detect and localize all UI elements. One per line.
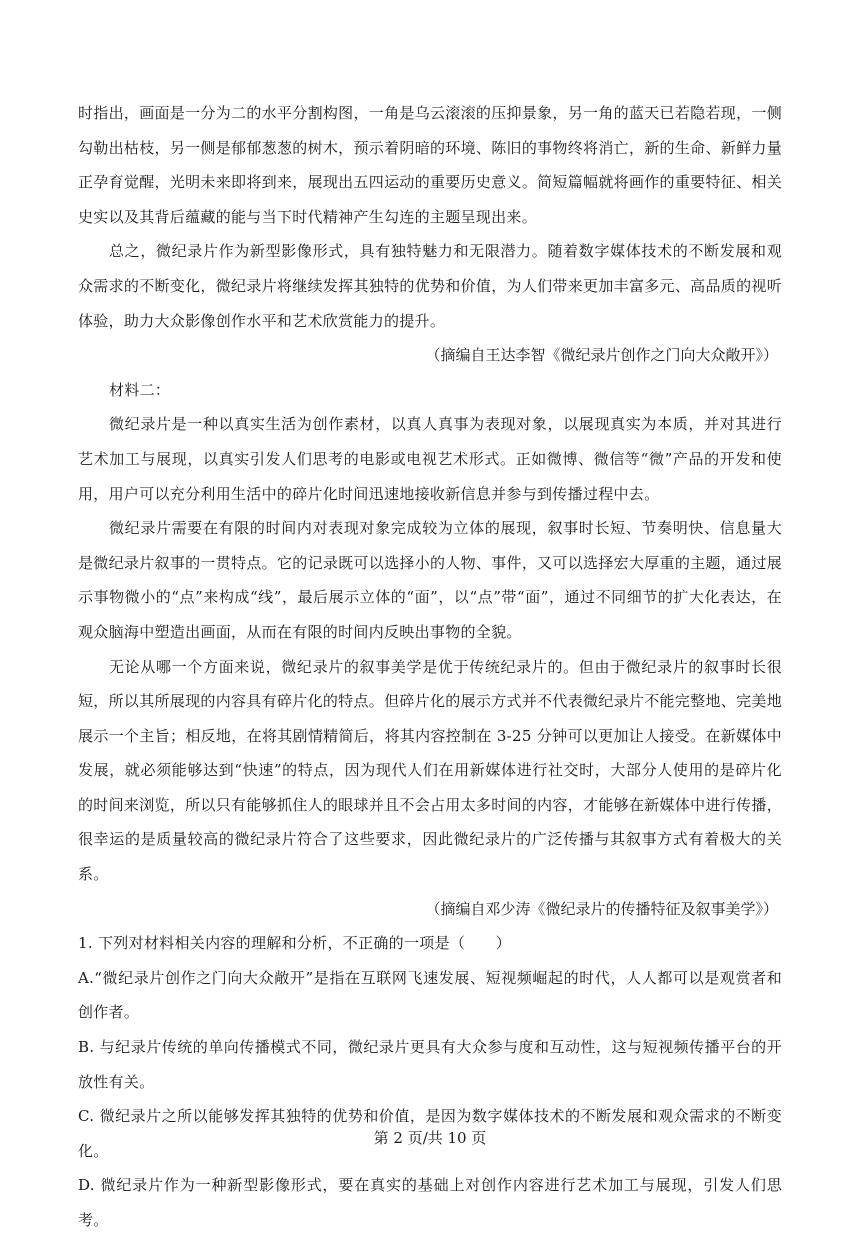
source-citation-2: （摘编自邓少涛《微纪录片的传播特征及叙事美学》） xyxy=(425,899,778,918)
paragraph-narrative-features: 微纪录片需要在有限的时间内对表现对象完成较为立体的展现，叙事时长短、节奏明快、信息量大是微纪录片叙事的一贯特点。它的记录既可以选择小的人物、事件，又可以选择宏大厚重的主题，通过展示事物微小的“点”来构成“线”，最后展示立体的“面”，以“点”带“面”，通过不同细节的扩大化表达，在观众脑海中塑造出画面，从而在有限的时间内反映出事物的全貌。 xyxy=(78,519,782,641)
document-page xyxy=(78,96,782,1238)
question-block xyxy=(78,926,782,1237)
paragraph-narrative-aesthetics: 无论从哪一个方面来说，微纪录片的叙事美学是优于传统纪录片的。但由于微纪录片的叙事时长很短，所以其所展现的内容具有碎片化的特点。但碎片化的展示方式并不代表微纪录片不能完整地、完美地展示一个主旨；相反地，在将其剧情精简后，将其内容控制在 3-25 分钟可以更加让人接受。在新媒体中发展，就必须能够达到“快速”的特点，因为现代人们在用新媒体进行社交时，大部分人使用的是碎片化的时间来浏览，所以只有能够抓住人的眼球并且不会占用太多时间的内容，才能够在新媒体中进行传播，很幸运的是质量较高的微纪录片符合了这些要求，因此微纪录片的广泛传播与其叙事方式有着极大的关系。 xyxy=(78,657,782,884)
question-stem: 1. 下列对材料相关内容的理解和分析，不正确的一项是（ ） xyxy=(78,934,512,953)
paragraph-conclusion: 总之，微纪录片作为新型影像形式，具有独特魅力和无限潜力。随着数字媒体技术的不断发展和观众需求的不断变化，微纪录片将继续发挥其独特的优势和价值，为人们带来更加丰富多元、高品质的视听体验，助力大众影像创作水平和艺术欣赏能力的提升。 xyxy=(78,242,782,330)
option-a: A.“微纪录片创作之门向大众敞开”是指在互联网飞速发展、短视频崛起的时代，人人都可以是观赏者和创作者。 xyxy=(78,968,782,1022)
option-d: D. 微纪录片作为一种新型影像形式，要在真实的基础上对创作内容进行艺术加工与展现，引发人们思考。 xyxy=(78,1176,782,1229)
material-2-label: 材料二： xyxy=(109,380,171,399)
paragraph-definition: 微纪录片是一种以真实生活为创作素材，以真人真事为表现对象，以展现真实为本质，并对其进行艺术加工与展现，以真实引发人们思考的电影或电视艺术形式。正如微博、微信等“微”产品的开发和使用，用户可以充分利用生活中的碎片化时间迅速地接收新信息并参与到传播过程中去。 xyxy=(78,415,782,503)
paragraph-continuation: 时指出，画面是一分为二的水平分割构图，一角是乌云滚滚的压抑景象，另一角的蓝天已若隐若现，一侧勾勒出枯枝，另一侧是郁郁葱葱的树木，预示着阴暗的环境、陈旧的事物终将消亡，新的生命、新鲜力量正孕育觉醒，光明未来即将到来，展现出五四运动的重要历史意义。简短篇幅就将画作的重要特征、相关史实以及其背后蕴藏的能与当下时代精神产生勾连的主题呈现出来。 xyxy=(78,104,782,226)
option-c: C. 微纪录片之所以能够发挥其独特的优势和价值，是因为数字媒体技术的不断发展和观众需求的不断变化。 xyxy=(78,1107,782,1160)
page-footer: 第 2 页/共 10 页 xyxy=(373,1129,487,1147)
source-citation-1: （摘编自王达李智《微纪录片创作之门向大众敞开》） xyxy=(425,346,778,365)
option-b: B. 与纪录片传统的单向传播模式不同，微纪录片更具有大众参与度和互动性，这与短视频传播平台的开放性有关。 xyxy=(78,1038,782,1091)
